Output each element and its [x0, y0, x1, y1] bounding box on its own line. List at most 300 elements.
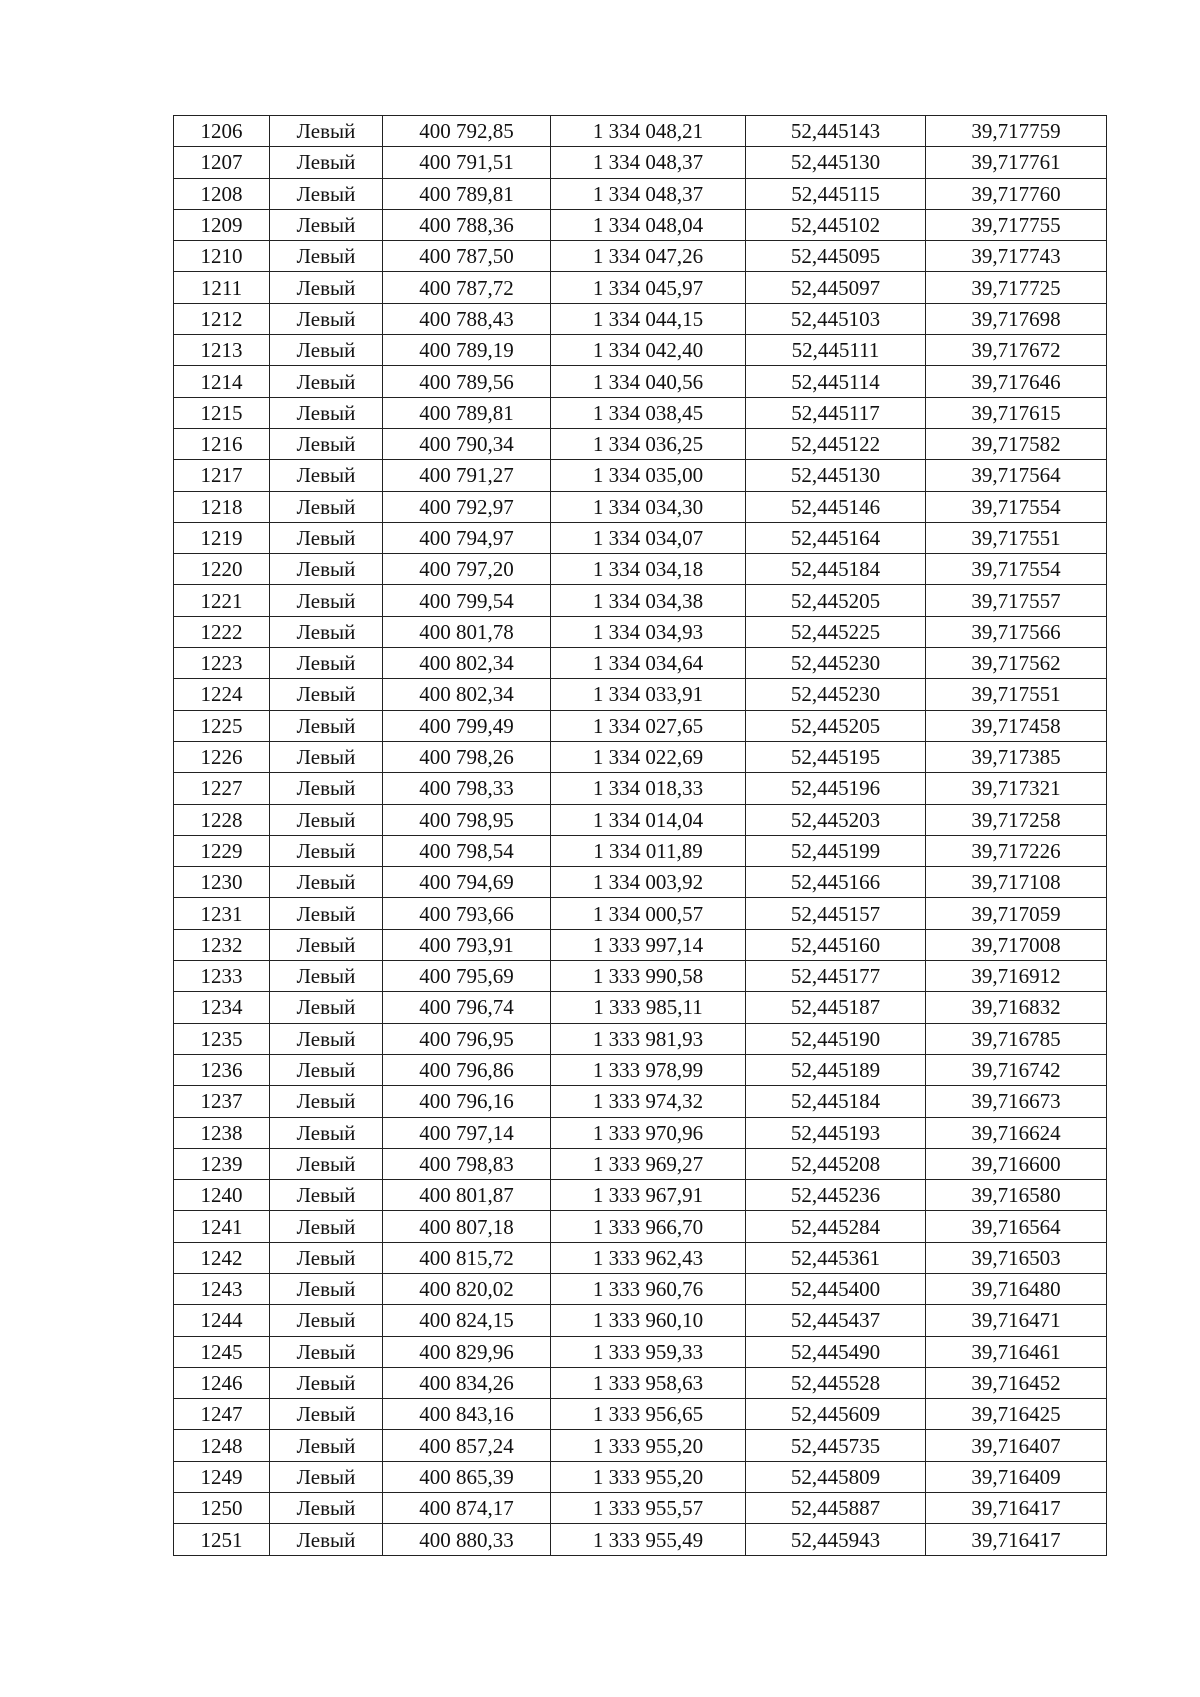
x-coordinate-cell: 400 880,33 [383, 1524, 551, 1555]
point-number-cell: 1219 [174, 522, 270, 553]
latitude-cell: 52,445184 [746, 1086, 926, 1117]
point-number-cell: 1228 [174, 804, 270, 835]
table-row [174, 1023, 1107, 1054]
longitude-cell: 39,717321 [926, 773, 1107, 804]
longitude-cell: 39,717554 [926, 491, 1107, 522]
longitude-cell: 39,716480 [926, 1273, 1107, 1304]
longitude-cell: 39,716417 [926, 1524, 1107, 1555]
latitude-cell: 52,445190 [746, 1023, 926, 1054]
table-row [174, 460, 1107, 491]
latitude-cell: 52,445735 [746, 1430, 926, 1461]
table-row [174, 491, 1107, 522]
latitude-cell: 52,445114 [746, 366, 926, 397]
longitude-cell: 39,717759 [926, 116, 1107, 147]
latitude-cell: 52,445187 [746, 992, 926, 1023]
table-row [174, 428, 1107, 459]
latitude-cell: 52,445143 [746, 116, 926, 147]
table-row [174, 178, 1107, 209]
longitude-cell: 39,717458 [926, 710, 1107, 741]
point-number-cell: 1244 [174, 1305, 270, 1336]
x-coordinate-cell: 400 789,81 [383, 178, 551, 209]
side-cell: Левый [270, 554, 383, 585]
coordinates-table [173, 115, 1107, 1556]
table-row [174, 241, 1107, 272]
x-coordinate-cell: 400 798,95 [383, 804, 551, 835]
longitude-cell: 39,717755 [926, 209, 1107, 240]
latitude-cell: 52,445103 [746, 303, 926, 334]
y-coordinate-cell: 1 334 048,37 [551, 178, 746, 209]
longitude-cell: 39,717743 [926, 241, 1107, 272]
y-coordinate-cell: 1 334 027,65 [551, 710, 746, 741]
latitude-cell: 52,445205 [746, 585, 926, 616]
side-cell: Левый [270, 1273, 383, 1304]
point-number-cell: 1223 [174, 648, 270, 679]
y-coordinate-cell: 1 334 000,57 [551, 898, 746, 929]
latitude-cell: 52,445490 [746, 1336, 926, 1367]
latitude-cell: 52,445195 [746, 741, 926, 772]
side-cell: Левый [270, 1148, 383, 1179]
x-coordinate-cell: 400 799,49 [383, 710, 551, 741]
point-number-cell: 1243 [174, 1273, 270, 1304]
point-number-cell: 1247 [174, 1399, 270, 1430]
longitude-cell: 39,717554 [926, 554, 1107, 585]
x-coordinate-cell: 400 815,72 [383, 1242, 551, 1273]
latitude-cell: 52,445164 [746, 522, 926, 553]
longitude-cell: 39,716580 [926, 1180, 1107, 1211]
y-coordinate-cell: 1 334 036,25 [551, 428, 746, 459]
y-coordinate-cell: 1 333 967,91 [551, 1180, 746, 1211]
point-number-cell: 1248 [174, 1430, 270, 1461]
side-cell: Левый [270, 460, 383, 491]
point-number-cell: 1206 [174, 116, 270, 147]
y-coordinate-cell: 1 333 956,65 [551, 1399, 746, 1430]
longitude-cell: 39,716452 [926, 1367, 1107, 1398]
side-cell: Левый [270, 241, 383, 272]
table-row [174, 272, 1107, 303]
y-coordinate-cell: 1 334 048,37 [551, 147, 746, 178]
longitude-cell: 39,717582 [926, 428, 1107, 459]
table-row [174, 648, 1107, 679]
x-coordinate-cell: 400 793,66 [383, 898, 551, 929]
table-row [174, 1273, 1107, 1304]
side-cell: Левый [270, 804, 383, 835]
x-coordinate-cell: 400 829,96 [383, 1336, 551, 1367]
side-cell: Левый [270, 1023, 383, 1054]
latitude-cell: 52,445208 [746, 1148, 926, 1179]
longitude-cell: 39,716461 [926, 1336, 1107, 1367]
table-row [174, 1461, 1107, 1492]
point-number-cell: 1207 [174, 147, 270, 178]
y-coordinate-cell: 1 334 022,69 [551, 741, 746, 772]
latitude-cell: 52,445361 [746, 1242, 926, 1273]
y-coordinate-cell: 1 333 958,63 [551, 1367, 746, 1398]
x-coordinate-cell: 400 789,81 [383, 397, 551, 428]
longitude-cell: 39,716425 [926, 1399, 1107, 1430]
table-row [174, 1305, 1107, 1336]
longitude-cell: 39,716912 [926, 961, 1107, 992]
table-row [174, 992, 1107, 1023]
point-number-cell: 1246 [174, 1367, 270, 1398]
table-row [174, 679, 1107, 710]
latitude-cell: 52,445230 [746, 679, 926, 710]
x-coordinate-cell: 400 795,69 [383, 961, 551, 992]
side-cell: Левый [270, 1211, 383, 1242]
side-cell: Левый [270, 209, 383, 240]
table-row [174, 1430, 1107, 1461]
table-row [174, 1211, 1107, 1242]
y-coordinate-cell: 1 333 955,20 [551, 1461, 746, 1492]
longitude-cell: 39,716832 [926, 992, 1107, 1023]
latitude-cell: 52,445189 [746, 1054, 926, 1085]
latitude-cell: 52,445130 [746, 147, 926, 178]
x-coordinate-cell: 400 788,36 [383, 209, 551, 240]
side-cell: Левый [270, 335, 383, 366]
side-cell: Левый [270, 867, 383, 898]
side-cell: Левый [270, 773, 383, 804]
longitude-cell: 39,717672 [926, 335, 1107, 366]
table-row [174, 804, 1107, 835]
table-row [174, 710, 1107, 741]
longitude-cell: 39,716742 [926, 1054, 1107, 1085]
longitude-cell: 39,716564 [926, 1211, 1107, 1242]
side-cell: Левый [270, 397, 383, 428]
x-coordinate-cell: 400 801,87 [383, 1180, 551, 1211]
point-number-cell: 1236 [174, 1054, 270, 1085]
x-coordinate-cell: 400 802,34 [383, 679, 551, 710]
table-row [174, 522, 1107, 553]
point-number-cell: 1237 [174, 1086, 270, 1117]
side-cell: Левый [270, 1054, 383, 1085]
point-number-cell: 1224 [174, 679, 270, 710]
longitude-cell: 39,716417 [926, 1493, 1107, 1524]
latitude-cell: 52,445102 [746, 209, 926, 240]
longitude-cell: 39,717551 [926, 522, 1107, 553]
y-coordinate-cell: 1 333 974,32 [551, 1086, 746, 1117]
point-number-cell: 1241 [174, 1211, 270, 1242]
longitude-cell: 39,716600 [926, 1148, 1107, 1179]
y-coordinate-cell: 1 334 042,40 [551, 335, 746, 366]
side-cell: Левый [270, 147, 383, 178]
latitude-cell: 52,445943 [746, 1524, 926, 1555]
table-row [174, 1242, 1107, 1273]
latitude-cell: 52,445130 [746, 460, 926, 491]
longitude-cell: 39,717258 [926, 804, 1107, 835]
x-coordinate-cell: 400 798,26 [383, 741, 551, 772]
x-coordinate-cell: 400 857,24 [383, 1430, 551, 1461]
side-cell: Левый [270, 741, 383, 772]
x-coordinate-cell: 400 794,97 [383, 522, 551, 553]
point-number-cell: 1235 [174, 1023, 270, 1054]
table-row [174, 835, 1107, 866]
latitude-cell: 52,445160 [746, 929, 926, 960]
coordinates-table-body [174, 116, 1107, 1556]
point-number-cell: 1233 [174, 961, 270, 992]
table-row [174, 1054, 1107, 1085]
x-coordinate-cell: 400 796,74 [383, 992, 551, 1023]
side-cell: Левый [270, 1493, 383, 1524]
point-number-cell: 1218 [174, 491, 270, 522]
point-number-cell: 1240 [174, 1180, 270, 1211]
point-number-cell: 1242 [174, 1242, 270, 1273]
point-number-cell: 1210 [174, 241, 270, 272]
x-coordinate-cell: 400 865,39 [383, 1461, 551, 1492]
latitude-cell: 52,445230 [746, 648, 926, 679]
point-number-cell: 1217 [174, 460, 270, 491]
x-coordinate-cell: 400 798,54 [383, 835, 551, 866]
y-coordinate-cell: 1 333 981,93 [551, 1023, 746, 1054]
x-coordinate-cell: 400 802,34 [383, 648, 551, 679]
x-coordinate-cell: 400 793,91 [383, 929, 551, 960]
longitude-cell: 39,717615 [926, 397, 1107, 428]
y-coordinate-cell: 1 334 048,04 [551, 209, 746, 240]
y-coordinate-cell: 1 334 011,89 [551, 835, 746, 866]
table-row [174, 303, 1107, 334]
side-cell: Левый [270, 992, 383, 1023]
point-number-cell: 1230 [174, 867, 270, 898]
table-row [174, 1148, 1107, 1179]
longitude-cell: 39,716624 [926, 1117, 1107, 1148]
latitude-cell: 52,445437 [746, 1305, 926, 1336]
point-number-cell: 1227 [174, 773, 270, 804]
y-coordinate-cell: 1 334 034,64 [551, 648, 746, 679]
y-coordinate-cell: 1 333 959,33 [551, 1336, 746, 1367]
y-coordinate-cell: 1 334 014,04 [551, 804, 746, 835]
table-row [174, 773, 1107, 804]
point-number-cell: 1232 [174, 929, 270, 960]
latitude-cell: 52,445097 [746, 272, 926, 303]
longitude-cell: 39,717761 [926, 147, 1107, 178]
point-number-cell: 1208 [174, 178, 270, 209]
table-row [174, 1367, 1107, 1398]
y-coordinate-cell: 1 333 990,58 [551, 961, 746, 992]
latitude-cell: 52,445196 [746, 773, 926, 804]
table-row [174, 1399, 1107, 1430]
longitude-cell: 39,716503 [926, 1242, 1107, 1273]
latitude-cell: 52,445095 [746, 241, 926, 272]
latitude-cell: 52,445146 [746, 491, 926, 522]
side-cell: Левый [270, 585, 383, 616]
longitude-cell: 39,717108 [926, 867, 1107, 898]
side-cell: Левый [270, 1086, 383, 1117]
x-coordinate-cell: 400 796,86 [383, 1054, 551, 1085]
y-coordinate-cell: 1 334 035,00 [551, 460, 746, 491]
latitude-cell: 52,445609 [746, 1399, 926, 1430]
side-cell: Левый [270, 929, 383, 960]
table-row [174, 867, 1107, 898]
y-coordinate-cell: 1 333 955,57 [551, 1493, 746, 1524]
y-coordinate-cell: 1 334 044,15 [551, 303, 746, 334]
longitude-cell: 39,716409 [926, 1461, 1107, 1492]
longitude-cell: 39,717564 [926, 460, 1107, 491]
point-number-cell: 1231 [174, 898, 270, 929]
side-cell: Левый [270, 1242, 383, 1273]
point-number-cell: 1213 [174, 335, 270, 366]
longitude-cell: 39,717562 [926, 648, 1107, 679]
x-coordinate-cell: 400 820,02 [383, 1273, 551, 1304]
x-coordinate-cell: 400 797,20 [383, 554, 551, 585]
side-cell: Левый [270, 835, 383, 866]
side-cell: Левый [270, 428, 383, 459]
side-cell: Левый [270, 1399, 383, 1430]
x-coordinate-cell: 400 796,16 [383, 1086, 551, 1117]
y-coordinate-cell: 1 334 047,26 [551, 241, 746, 272]
table-row [174, 929, 1107, 960]
point-number-cell: 1214 [174, 366, 270, 397]
longitude-cell: 39,716407 [926, 1430, 1107, 1461]
table-row [174, 1117, 1107, 1148]
table-row [174, 1180, 1107, 1211]
point-number-cell: 1238 [174, 1117, 270, 1148]
longitude-cell: 39,717551 [926, 679, 1107, 710]
x-coordinate-cell: 400 798,33 [383, 773, 551, 804]
latitude-cell: 52,445111 [746, 335, 926, 366]
y-coordinate-cell: 1 333 955,20 [551, 1430, 746, 1461]
longitude-cell: 39,717226 [926, 835, 1107, 866]
y-coordinate-cell: 1 334 033,91 [551, 679, 746, 710]
point-number-cell: 1209 [174, 209, 270, 240]
y-coordinate-cell: 1 334 034,93 [551, 616, 746, 647]
point-number-cell: 1216 [174, 428, 270, 459]
x-coordinate-cell: 400 790,34 [383, 428, 551, 459]
x-coordinate-cell: 400 787,50 [383, 241, 551, 272]
x-coordinate-cell: 400 791,51 [383, 147, 551, 178]
side-cell: Левый [270, 272, 383, 303]
longitude-cell: 39,717566 [926, 616, 1107, 647]
point-number-cell: 1212 [174, 303, 270, 334]
longitude-cell: 39,717646 [926, 366, 1107, 397]
table-row [174, 616, 1107, 647]
latitude-cell: 52,445184 [746, 554, 926, 585]
longitude-cell: 39,717557 [926, 585, 1107, 616]
x-coordinate-cell: 400 834,26 [383, 1367, 551, 1398]
point-number-cell: 1225 [174, 710, 270, 741]
y-coordinate-cell: 1 334 034,18 [551, 554, 746, 585]
latitude-cell: 52,445203 [746, 804, 926, 835]
table-row [174, 961, 1107, 992]
side-cell: Левый [270, 303, 383, 334]
longitude-cell: 39,717385 [926, 741, 1107, 772]
table-row [174, 335, 1107, 366]
table-row [174, 397, 1107, 428]
y-coordinate-cell: 1 333 955,49 [551, 1524, 746, 1555]
point-number-cell: 1229 [174, 835, 270, 866]
point-number-cell: 1211 [174, 272, 270, 303]
y-coordinate-cell: 1 334 003,92 [551, 867, 746, 898]
y-coordinate-cell: 1 333 997,14 [551, 929, 746, 960]
y-coordinate-cell: 1 334 034,07 [551, 522, 746, 553]
x-coordinate-cell: 400 874,17 [383, 1493, 551, 1524]
latitude-cell: 52,445122 [746, 428, 926, 459]
x-coordinate-cell: 400 789,19 [383, 335, 551, 366]
point-number-cell: 1249 [174, 1461, 270, 1492]
y-coordinate-cell: 1 333 960,10 [551, 1305, 746, 1336]
side-cell: Левый [270, 522, 383, 553]
y-coordinate-cell: 1 334 034,30 [551, 491, 746, 522]
side-cell: Левый [270, 648, 383, 679]
longitude-cell: 39,716785 [926, 1023, 1107, 1054]
longitude-cell: 39,717725 [926, 272, 1107, 303]
side-cell: Левый [270, 679, 383, 710]
latitude-cell: 52,445199 [746, 835, 926, 866]
latitude-cell: 52,445236 [746, 1180, 926, 1211]
x-coordinate-cell: 400 794,69 [383, 867, 551, 898]
table-row [174, 554, 1107, 585]
latitude-cell: 52,445809 [746, 1461, 926, 1492]
table-row [174, 585, 1107, 616]
latitude-cell: 52,445117 [746, 397, 926, 428]
side-cell: Левый [270, 898, 383, 929]
latitude-cell: 52,445166 [746, 867, 926, 898]
table-row [174, 741, 1107, 772]
latitude-cell: 52,445225 [746, 616, 926, 647]
x-coordinate-cell: 400 798,83 [383, 1148, 551, 1179]
y-coordinate-cell: 1 333 962,43 [551, 1242, 746, 1273]
table-row [174, 1493, 1107, 1524]
side-cell: Левый [270, 1336, 383, 1367]
point-number-cell: 1222 [174, 616, 270, 647]
side-cell: Левый [270, 178, 383, 209]
x-coordinate-cell: 400 791,27 [383, 460, 551, 491]
table-row [174, 1086, 1107, 1117]
latitude-cell: 52,445157 [746, 898, 926, 929]
table-row [174, 209, 1107, 240]
x-coordinate-cell: 400 807,18 [383, 1211, 551, 1242]
latitude-cell: 52,445177 [746, 961, 926, 992]
latitude-cell: 52,445528 [746, 1367, 926, 1398]
latitude-cell: 52,445284 [746, 1211, 926, 1242]
point-number-cell: 1234 [174, 992, 270, 1023]
side-cell: Левый [270, 1305, 383, 1336]
x-coordinate-cell: 400 787,72 [383, 272, 551, 303]
longitude-cell: 39,716673 [926, 1086, 1107, 1117]
y-coordinate-cell: 1 334 040,56 [551, 366, 746, 397]
table-row [174, 1336, 1107, 1367]
x-coordinate-cell: 400 792,85 [383, 116, 551, 147]
side-cell: Левый [270, 1180, 383, 1211]
longitude-cell: 39,717008 [926, 929, 1107, 960]
latitude-cell: 52,445193 [746, 1117, 926, 1148]
point-number-cell: 1245 [174, 1336, 270, 1367]
latitude-cell: 52,445887 [746, 1493, 926, 1524]
side-cell: Левый [270, 1117, 383, 1148]
y-coordinate-cell: 1 333 966,70 [551, 1211, 746, 1242]
y-coordinate-cell: 1 334 045,97 [551, 272, 746, 303]
side-cell: Левый [270, 116, 383, 147]
x-coordinate-cell: 400 797,14 [383, 1117, 551, 1148]
longitude-cell: 39,717059 [926, 898, 1107, 929]
point-number-cell: 1221 [174, 585, 270, 616]
longitude-cell: 39,716471 [926, 1305, 1107, 1336]
side-cell: Левый [270, 710, 383, 741]
y-coordinate-cell: 1 334 018,33 [551, 773, 746, 804]
x-coordinate-cell: 400 799,54 [383, 585, 551, 616]
point-number-cell: 1250 [174, 1493, 270, 1524]
x-coordinate-cell: 400 824,15 [383, 1305, 551, 1336]
point-number-cell: 1220 [174, 554, 270, 585]
y-coordinate-cell: 1 333 985,11 [551, 992, 746, 1023]
y-coordinate-cell: 1 333 978,99 [551, 1054, 746, 1085]
latitude-cell: 52,445400 [746, 1273, 926, 1304]
side-cell: Левый [270, 1524, 383, 1555]
x-coordinate-cell: 400 788,43 [383, 303, 551, 334]
point-number-cell: 1215 [174, 397, 270, 428]
side-cell: Левый [270, 616, 383, 647]
y-coordinate-cell: 1 334 034,38 [551, 585, 746, 616]
x-coordinate-cell: 400 789,56 [383, 366, 551, 397]
side-cell: Левый [270, 961, 383, 992]
table-row [174, 898, 1107, 929]
x-coordinate-cell: 400 843,16 [383, 1399, 551, 1430]
